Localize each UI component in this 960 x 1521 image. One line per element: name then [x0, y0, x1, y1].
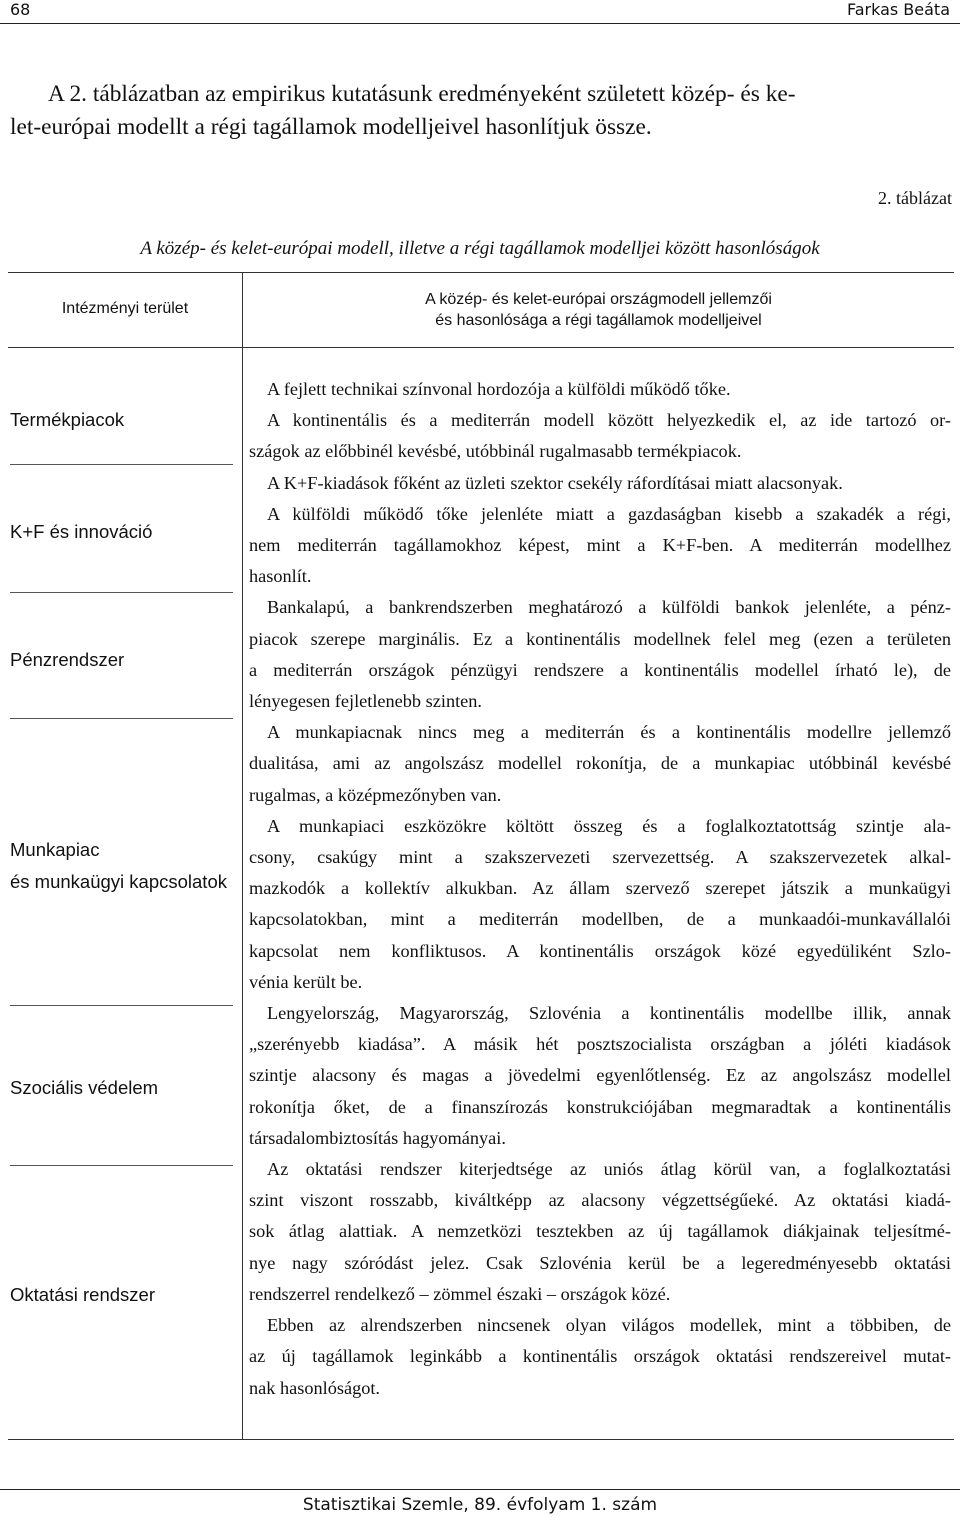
row-separator	[10, 592, 233, 593]
intro-line: A 2. táblázatban az empirikus kutatásunk eredményeként született közép- és ke-	[48, 81, 796, 107]
footer-rule	[0, 1489, 960, 1490]
table-header-rule	[8, 347, 954, 348]
area-label-termekpiacok: Termékpiacok	[10, 409, 125, 430]
description-paragraph: A munkapiaci eszközökre költött összeg és a foglalkoztatottság szintje ala- csony, csakúgy mint a szakszervezeti szervezettség. A szakszervezetek alkal- mazkodók a kollektív alkukban. Az állam szervező szerepet játszik a munkaügyi kapcsolatokban, mint a mediterrán modellben, de a munkaadói-munkavállalói kapcsolat nem konfliktusos. A kontinentális országok közé egyedüliként Szlo- vénia került be.	[249, 815, 951, 992]
area-label-szocialis: Szociális védelem	[10, 1077, 159, 1098]
column-header-area: Intézményi terület	[61, 300, 189, 317]
description-paragraph: A munkapiacnak nincs meg a mediterrán és a kontinentális modellre jellemző dualitása, ami az angolszász modellel rokonítja, de a munkapiac utóbbinál kevésbé rugalmas, a középmezőnyben van.	[249, 722, 951, 805]
column-header-line: és hasonlósága a régi tagállamok modelljeivel	[435, 312, 762, 329]
row-separator	[10, 718, 233, 719]
intro-line: let-európai modellt a régi tagállamok modelljeivel hasonlítjuk össze.	[10, 114, 652, 140]
running-author: Farkas Beáta	[846, 0, 950, 19]
page-header	[0, 0, 960, 22]
journal-footer: Statisztikai Szemle, 89. évfolyam 1. szám	[302, 1495, 658, 1515]
page-number: 68	[10, 0, 31, 19]
intro-paragraph	[10, 78, 952, 144]
column-divider	[242, 272, 243, 1440]
description-paragraph: Lengyelország, Magyarország, Szlovénia a kontinentális modellbe illik, annak „szerényebb kiadása”. A másik hét posztszocialista országban a jóléti kiadások szintje alacsony és magas a jövedelmi egyenlőtlenség. Ez az angolszász modellel rokonítja őket, de a finanszírozás konstrukciójában megmaradtak a kontinentális társadalombiztosítás hagyományai.	[249, 1003, 951, 1148]
description-paragraph: A fejlett technikai színvonal hordozója a külföldi működő tőke.	[267, 379, 731, 399]
description-column	[249, 374, 951, 1404]
table-bottom-rule	[8, 1439, 954, 1440]
row-separator	[10, 464, 233, 465]
description-paragraph: Ebben az alrendszerben nincsenek olyan világos modellek, mint a többiben, de az új tagállamok leginkább a kontinentális országok oktatási rendszereivel mutat- nak hasonlóságot.	[249, 1315, 951, 1398]
description-paragraph: A külföldi működő tőke jelenléte miatt a gazdaságban kisebb a szakadék a régi, nem mediterrán tagállamokhoz képest, mint a K+F-ben. A mediterrán modellhez hasonlít.	[249, 503, 951, 587]
area-label-penzrendszer: Pénzrendszer	[10, 649, 125, 670]
area-label-munkapiac: Munkapiac és munkaügyi kapcsolatok	[10, 839, 227, 892]
description-paragraph: Az oktatási rendszer kiterjedtsége az uniós átlag körül van, a foglalkoztatási szint viszont rosszabb, kiváltképp az alacsony végzettségűeké. Az oktatási kiadá- sok átlag alattiak. A nemzetközi tesztekben az új tagállamok diákjainak teljesítmé- nye nagy szóródást jelez. Csak Szlovénia kerül be a legeredményesebb oktatási rendszerrel rendelkező – zömmel északi – országok közé.	[249, 1159, 951, 1304]
description-paragraph: A kontinentális és a mediterrán modell között helyezkedik el, az ide tartozó or- szágok az előbbinél kevésbé, utóbbinál rugalmasabb termékpiacok.	[249, 410, 951, 462]
column-header-description	[243, 289, 954, 331]
area-label-oktatas: Oktatási rendszer	[10, 1284, 155, 1305]
column-header-line: A közép- és kelet-európai országmodell jellemzői	[425, 291, 772, 308]
table-number: 2. táblázat	[878, 188, 952, 208]
row-separator	[10, 1165, 233, 1166]
area-label-kf: K+F és innováció	[10, 521, 153, 542]
description-paragraph: A K+F-kiadások főként az üzleti szektor csekély ráfordításai miatt alacsonyak.	[267, 472, 843, 493]
description-paragraph: Bankalapú, a bankrendszerben meghatározó a külföldi bankok jelenléte, a pénz- piacok szerepe marginális. Ez a kontinentális modellnek felel meg (ezen a területen a mediterrán országok pénzügyi rendszere a kontinentális modellel írható le), de lényegesen fejletlenebb szinten.	[249, 597, 951, 712]
table-top-rule	[8, 272, 954, 273]
header-rule	[0, 23, 960, 24]
row-separator	[10, 1005, 233, 1006]
table-title: A közép- és kelet-európai modell, illetve a régi tagállamok modelljei között hasonlóságok	[140, 238, 820, 259]
